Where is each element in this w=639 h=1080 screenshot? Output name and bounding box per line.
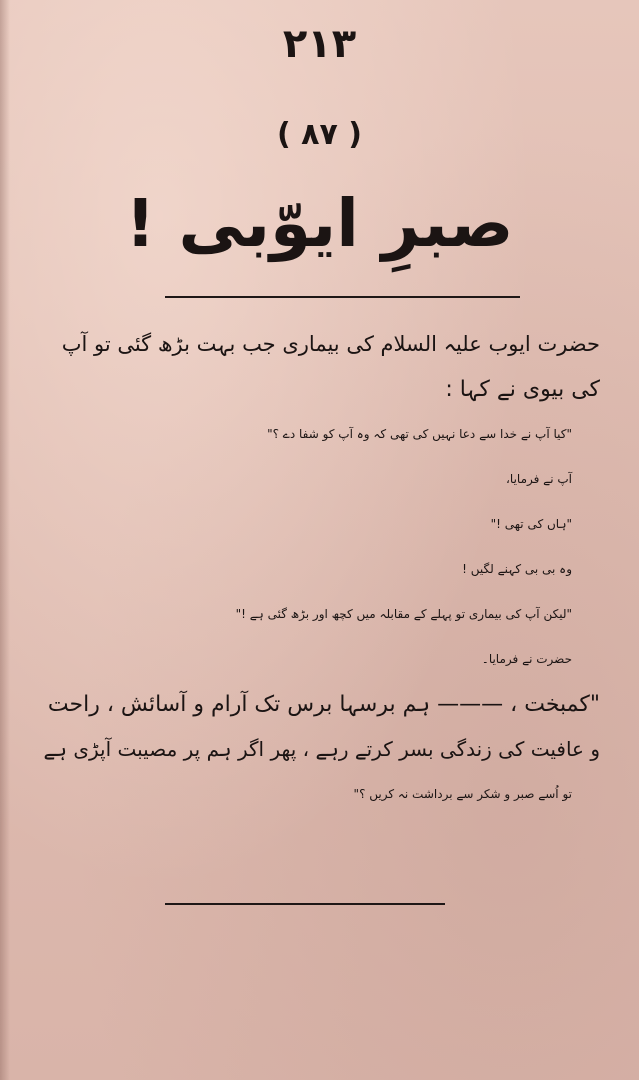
text-line: حضرت نے فرمایا۔ — [481, 652, 572, 666]
title-underline — [165, 296, 520, 298]
text-line: حضرت ایوب علیہ السلام کی بیماری جب بہت بڑھ گئی تو آپ — [61, 332, 600, 356]
text-line: آپ نے فرمایا، — [506, 472, 572, 486]
chapter-number: ( ۸۷ ) — [277, 117, 362, 152]
chapter-title: صبرِ ایوّبی ! — [125, 185, 514, 262]
text-line: "ہاں کی تھی !" — [490, 517, 572, 531]
page-number: ۲۱۳ — [282, 21, 357, 67]
closing-rule — [165, 903, 445, 905]
text-line: کی بیوی نے کہا : — [445, 377, 600, 402]
text-line: "کمبخت ، ——— ہم برسہا برس تک آرام و آسائش ، راحت — [47, 692, 600, 717]
text-line: تو اُسے صبر و شکر سے برداشت نہ کریں ؟" — [353, 787, 572, 801]
text-line: "لیکن آپ کی بیماری تو پہلے کے مقابلہ میں کچھ اور بڑھ گئی ہے !" — [235, 607, 572, 621]
text-line: وہ بی بی کہنے لگیں ! — [462, 562, 572, 576]
body-text — [40, 322, 600, 817]
text-line: "کیا آپ نے خدا سے دعا نہیں کی تھی کہ وہ آپ کو شفا دے ؟" — [267, 427, 572, 441]
text-line: و عافیت کی زندگی بسر کرتے رہے ، پھر اگر ہم پر مصیبت آپڑی ہے — [43, 737, 600, 761]
